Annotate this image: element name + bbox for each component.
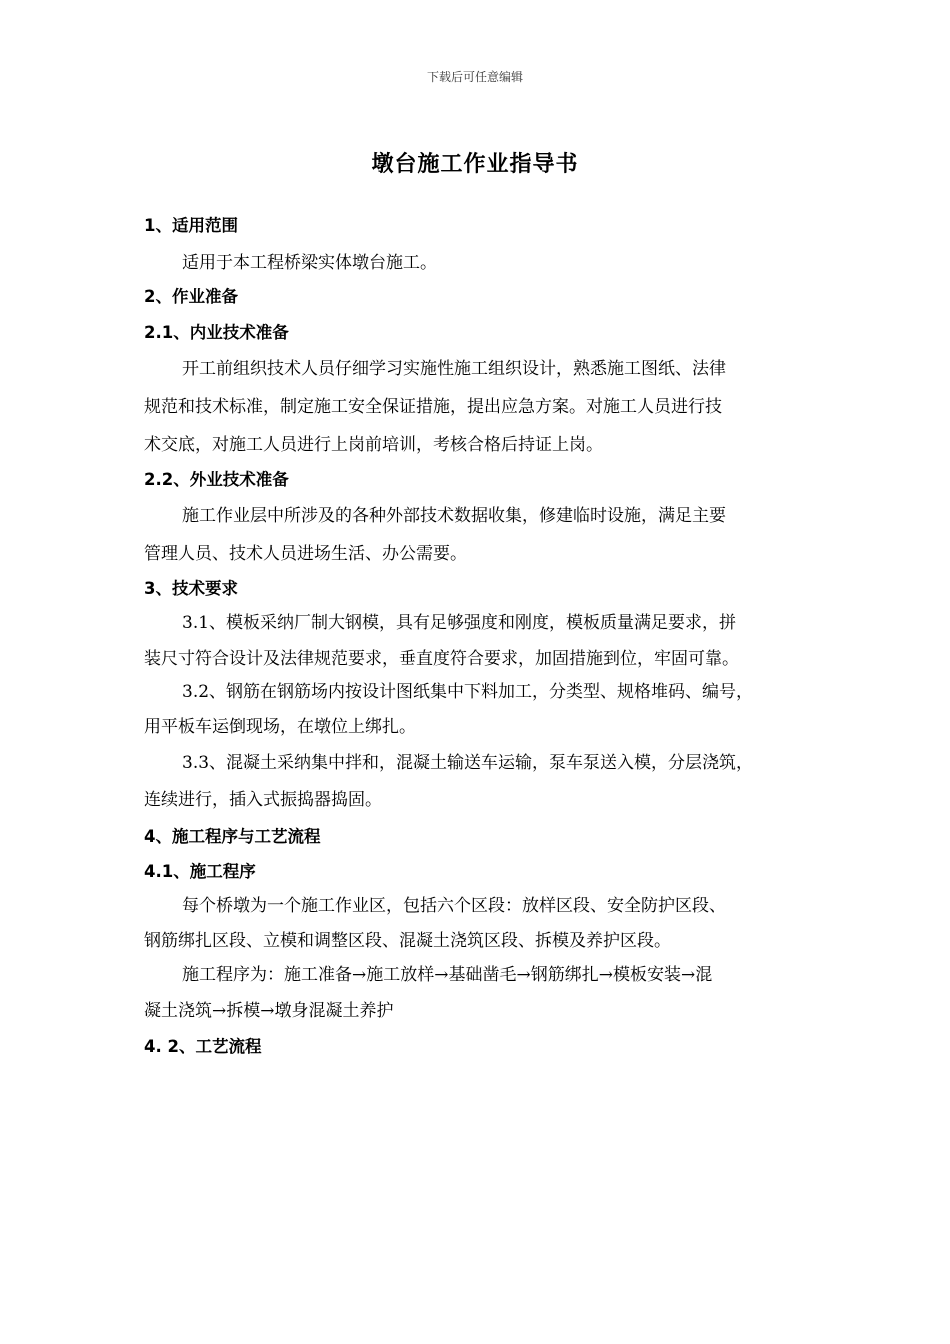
paragraph-line: 每个桥墩为一个施工作业区，包括六个区段：放样区段、安全防护区段、 [182,896,726,916]
subsection-heading-process-flow: 4. 2、工艺流程 [144,1037,262,1056]
section-heading-scope: 1、适用范围 [144,216,238,235]
paragraph-line: 开工前组织技术人员仔细学习实施性施工组织设计，熟悉施工图纸、法律 [182,359,726,379]
document-title: 墩台施工作业指导书 [371,152,579,177]
paragraph-line: 钢筋绑扎区段、立模和调整区段、混凝土浇筑区段、拆模及养护区段。 [144,931,671,951]
paragraph-line: 施工程序为：施工准备→施工放样→基础凿毛→钢筋绑扎→模板安装→混 [182,965,713,985]
section-heading-procedure-and-process: 4、施工程序与工艺流程 [144,827,321,846]
paragraph-line: 用平板车运倒现场，在墩位上绑扎。 [144,717,416,737]
paragraph-line: 管理人员、技术人员进场生活、办公需要。 [144,544,467,564]
paragraph-line: 3.2、钢筋在钢筋场内按设计图纸集中下料加工，分类型、规格堆码、编号， [182,682,754,702]
paragraph-line: 装尺寸符合设计及法律规范要求，垂直度符合要求，加固措施到位，牢固可靠。 [144,649,739,669]
paragraph-line: 施工作业层中所涉及的各种外部技术数据收集，修建临时设施，满足主要 [182,506,726,526]
subsection-heading-internal-prep: 2.1、内业技术准备 [144,323,289,342]
subsection-heading-procedure: 4.1、施工程序 [144,862,256,881]
paragraph-line: 3.3、混凝土采纳集中拌和，混凝土输送车运输，泵车泵送入模，分层浇筑， [182,753,754,773]
section-heading-technical-requirements: 3、技术要求 [144,579,238,598]
paragraph-line: 连续进行，插入式振捣器捣固。 [144,790,382,810]
subsection-heading-external-prep: 2.2、外业技术准备 [144,470,289,489]
paragraph-line: 适用于本工程桥梁实体墩台施工。 [182,253,437,273]
paragraph-line: 术交底，对施工人员进行上岗前培训，考核合格后持证上岗。 [144,435,603,455]
section-heading-preparation: 2、作业准备 [144,287,238,306]
page-header-note: 下载后可任意编辑 [426,70,523,84]
paragraph-line: 凝土浇筑→拆模→墩身混凝土养护 [144,1001,394,1021]
paragraph-line: 规范和技术标准，制定施工安全保证措施，提出应急方案。对施工人员进行技 [144,397,722,417]
paragraph-line: 3.1、模板采纳厂制大钢模，具有足够强度和刚度，模板质量满足要求，拼 [182,613,737,633]
